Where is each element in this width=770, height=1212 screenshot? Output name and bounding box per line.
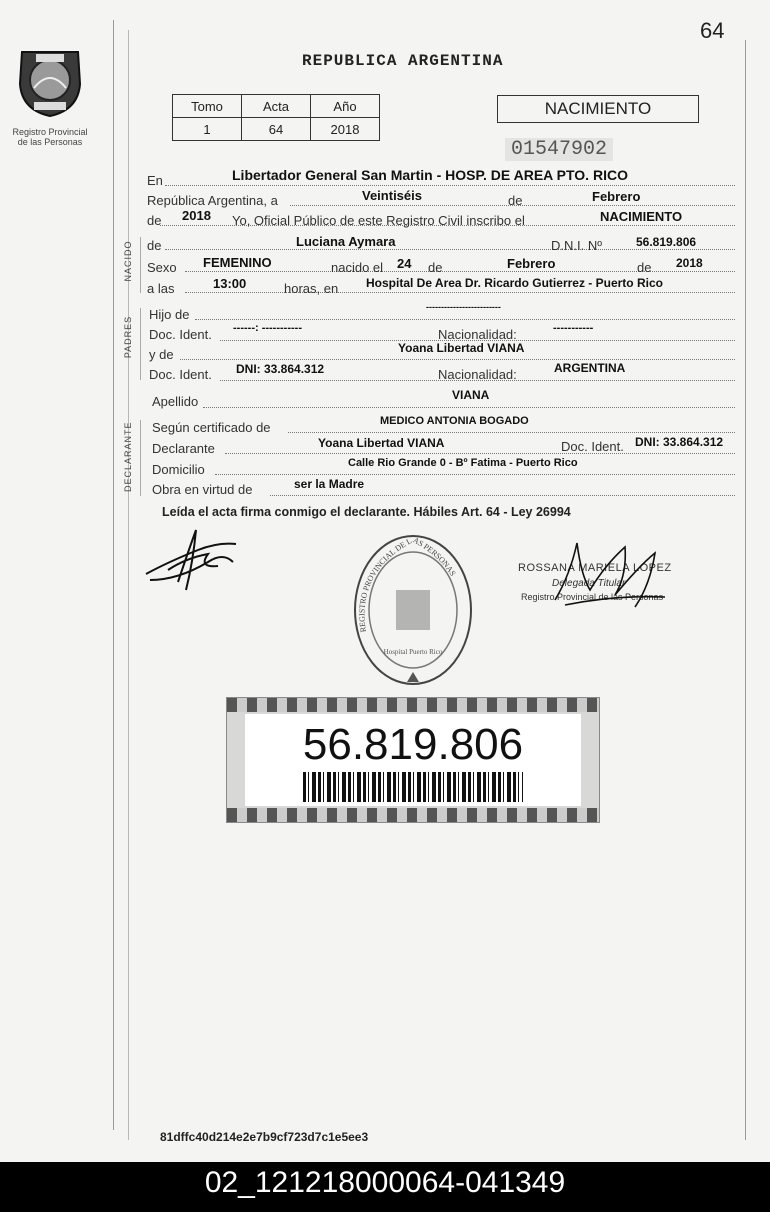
table-cell-anio: 2018 [311,118,380,141]
field-label-doc-ident-declarante: Doc. Ident. [561,439,624,454]
dotted-line [180,359,735,360]
field-value-padre: ------------------------- [426,302,501,312]
field-value-domicilio: Calle Rio Grande 0 - Bº Fatima - Puerto Rico [348,457,578,469]
sticker-pattern-top [227,698,599,712]
registry-stamp-icon [352,532,474,688]
table-header-acta: Acta [242,95,311,118]
field-value-birth-day: 24 [397,256,412,271]
field-label-doc-ident-madre: Doc. Ident. [149,367,212,382]
field-label-inscribo: Yo, Oficial Público de este Registro Civil inscribo el [232,213,525,228]
field-label-de-2: de [637,260,652,275]
nacido-bracket [140,237,141,293]
field-value-apellido: VIANA [452,388,490,402]
field-value-nombre: Luciana Aymara [296,234,396,249]
field-value-birth-year: 2018 [676,256,703,270]
dotted-line [165,185,735,186]
field-label-nacionalidad-madre: Nacionalidad: [438,367,517,382]
dni-label-sticker [226,697,600,823]
field-label-sexo: Sexo [147,260,177,275]
dotted-line [185,292,735,293]
field-value-dni: 56.819.806 [636,235,697,249]
field-value-acto: NACIMIENTO [600,209,683,224]
inner-margin-line [128,30,129,1140]
dotted-line [203,407,735,408]
field-value-obra: ser la Madre [294,477,365,491]
declarante-bracket [140,420,141,496]
sticker-pattern-bottom [227,808,599,822]
logo-caption-line2: de las Personas [17,137,83,147]
field-label-doc-ident-padre: Doc. Ident. [149,327,212,342]
field-label-de-1: de [428,260,443,275]
field-value-day-text: Veintiséis [362,188,422,203]
dotted-line [288,432,735,433]
field-value-certificado: MEDICO ANTONIA BOGADO [380,415,529,427]
field-label-obra: Obra en virtud de [152,482,253,497]
table-cell-tomo: 1 [173,118,242,141]
province-seal-icon [10,42,90,122]
logo-caption-line1: Registro Provincial [12,127,88,137]
table-cell-acta: 64 [242,118,311,141]
table-header-anio: Año [311,95,380,118]
field-value-nacionalidad-madre: ARGENTINA [554,361,626,375]
field-label-de-anio: de [147,213,162,228]
declarant-signature-icon [138,522,248,597]
left-margin-line [113,20,114,1130]
field-value-birth-month: Febrero [507,256,556,271]
dotted-line [225,453,735,454]
barcode-icon [303,772,523,802]
field-label-hijo-de: Hijo de [149,307,190,322]
field-value-madre: Yoana Libertad VIANA [398,341,525,355]
side-label-padres: PADRES [123,315,133,359]
dotted-line [195,319,735,320]
field-label-dni: D.N.I. Nº [551,238,602,253]
leida-statement: Leída el acta firma conmigo el declarante. Hábiles Art. 64 - Ley 26994 [162,505,571,519]
document-title: REPUBLICA ARGENTINA [302,52,504,70]
field-label-nombre: de [147,238,162,253]
serial-number: 01547902 [505,138,613,161]
dni-label-panel [245,714,581,806]
stamp-text: REGISTRO PROVINCIAL DE LAS PERSONAS [357,535,458,633]
side-label-declarante: DECLARANTE [123,421,133,492]
official-org: Registro Provincial de las Personas [521,592,664,602]
field-label-a-las: a las [147,281,175,296]
field-value-year: 2018 [182,208,211,223]
field-value-lugar: Libertador General San Martin - HOSP. DE AREA PTO. RICO [232,167,628,183]
field-value-doc-padre: ------: ----------- [233,322,302,334]
padres-bracket [140,308,141,380]
dotted-line [165,249,735,250]
field-value-hora: 13:00 [213,276,247,291]
stamp-inner-text: Hospital Puerto Rico [383,648,443,656]
field-label-nacionalidad-padre: Nacionalidad: [438,327,517,342]
field-label-de: de [508,193,523,208]
field-value-nacionalidad-padre: ----------- [553,322,594,334]
official-name: ROSSANA MARIELA LOPEZ [518,562,672,574]
official-role: Delegada Titular [552,578,626,589]
right-margin-line [745,40,746,1140]
table-header-tomo: Tomo [173,95,242,118]
field-label-y-de: y de [149,347,174,362]
field-label-en: En [147,173,163,188]
dotted-line [215,474,735,475]
dotted-line [270,495,735,496]
registry-logo [10,42,90,147]
footer-code: 02_121218000064-041349 [0,1162,770,1212]
document-hash: 81dffc40d214e2e7b9cf723d7c1e5ee3 [160,1130,369,1144]
official-signature-icon [545,535,675,615]
field-value-lugar-nacimiento: Hospital De Area Dr. Ricardo Gutierrez - Puerto Rico [366,276,663,290]
field-label-certificado: Según certificado de [152,420,271,435]
dni-label-number: 56.819.806 [302,720,524,769]
field-value-sexo: FEMENINO [203,255,272,270]
field-value-doc-declarante: DNI: 33.864.312 [635,435,724,449]
field-value-month: Febrero [592,189,641,204]
tomo-acta-table [172,94,380,141]
official-stamp [352,532,474,688]
field-label-nacido-el: nacido el [331,260,384,275]
page-number: 64 [700,18,725,43]
field-label-apellido: Apellido [152,394,199,409]
dotted-line [185,271,735,272]
field-value-declarante: Yoana Libertad VIANA [318,436,445,450]
field-label-domicilio: Domicilio [152,462,205,477]
field-value-doc-madre: DNI: 33.864.312 [236,362,325,376]
field-label-declarante: Declarante [152,441,215,456]
field-label-republica: República Argentina, a [147,193,278,208]
field-label-horas-en: horas, en [284,281,339,296]
record-type-box: NACIMIENTO [497,95,699,123]
side-label-nacido: NACIDO [123,240,133,282]
